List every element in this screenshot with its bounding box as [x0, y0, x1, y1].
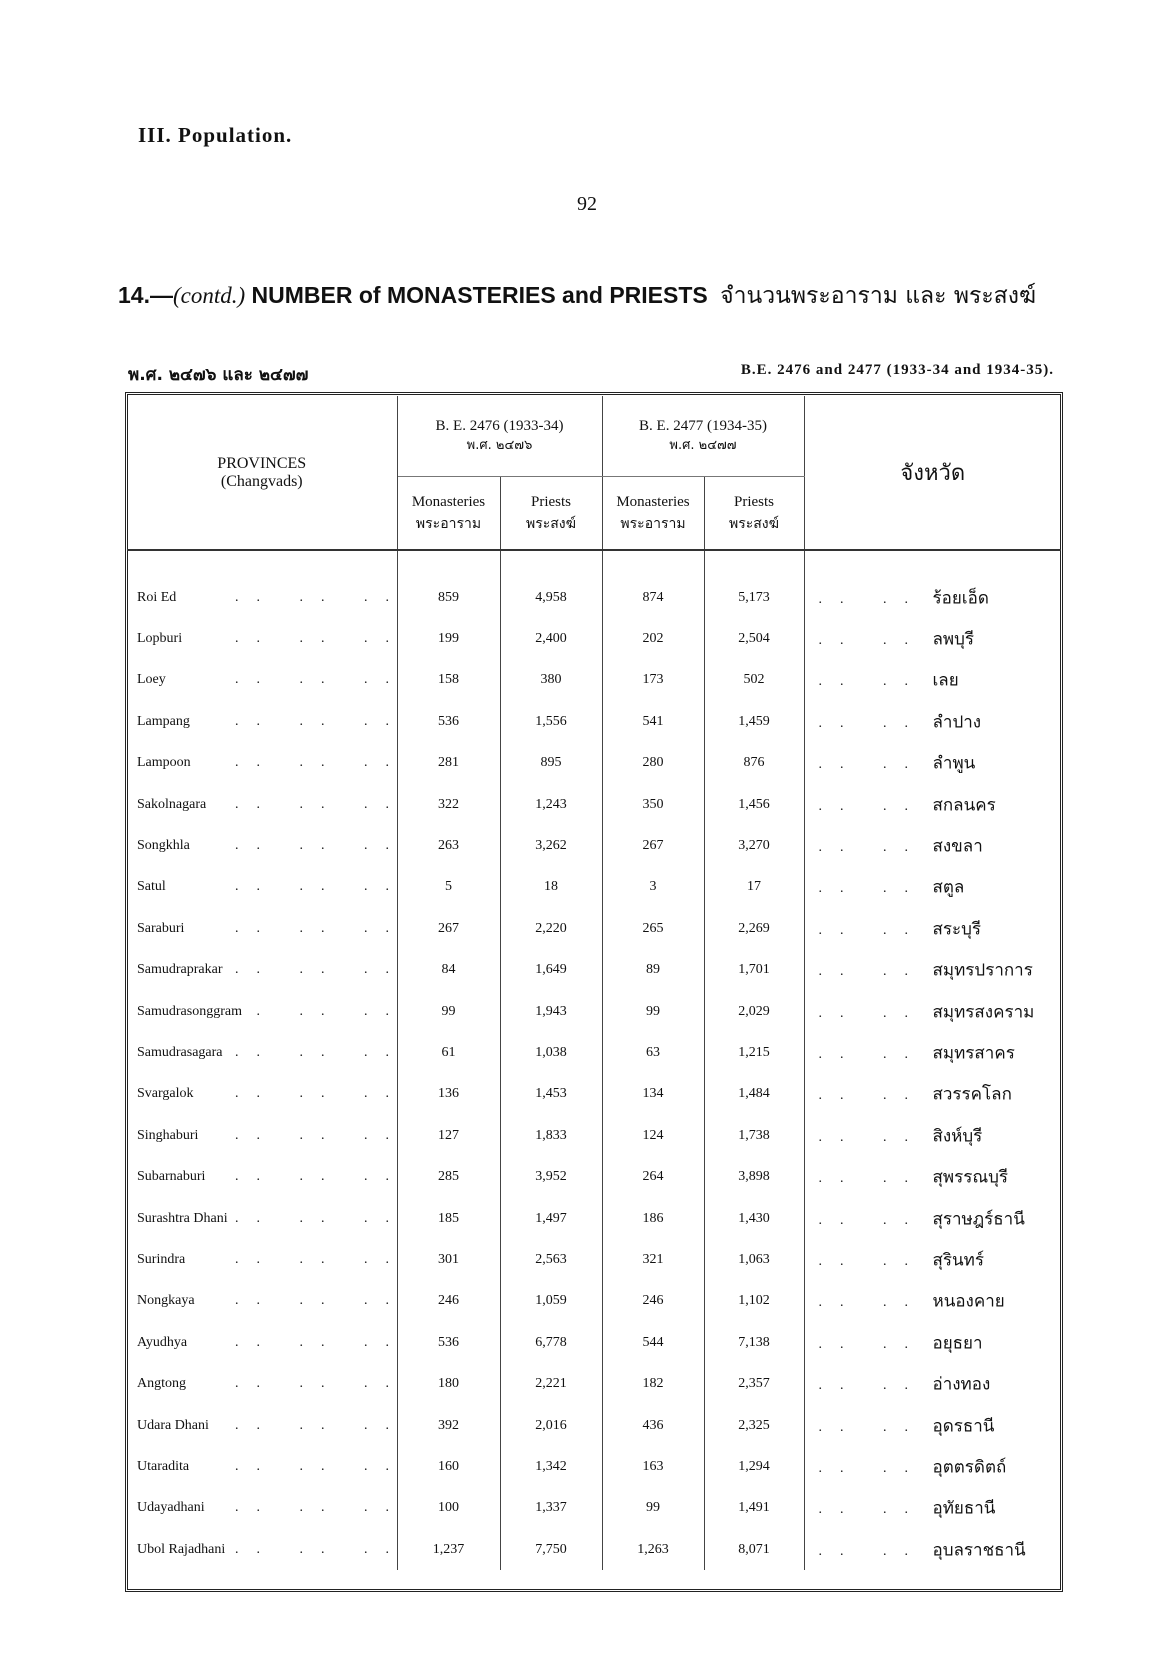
monasteries-1933-cell: 180 — [397, 1363, 500, 1404]
table-row — [127, 1239, 1061, 1280]
priests-thai-label: พระสงฆ์ — [525, 516, 577, 532]
monasteries-1933-cell: 267 — [397, 908, 500, 949]
thai-province-name: สมุทรปราการ — [932, 960, 1033, 981]
thai-province-name: สุพรรณบุรี — [932, 1167, 1009, 1188]
province-cell — [127, 1446, 407, 1487]
monasteries-1934-cell: 99 — [602, 991, 704, 1032]
thai-province-name: สมุทรสาคร — [932, 1043, 1015, 1064]
province-name: Utaradita — [137, 1458, 190, 1474]
table-body — [127, 550, 1061, 1570]
table-row — [127, 950, 1061, 991]
province-name: Ayudhya — [137, 1334, 188, 1350]
priests-1934-cell: 2,504 — [704, 618, 804, 659]
table-row — [127, 1156, 1061, 1197]
leader-dots: .. .. — [818, 881, 926, 897]
thai-province-cell — [804, 991, 1061, 1032]
thai-province-name: ลำปาง — [932, 712, 982, 733]
province-name: Samudrasonggram — [137, 1003, 242, 1019]
monasteries-1933-cell: 392 — [397, 1405, 500, 1446]
priests-1933-cell: 380 — [500, 660, 602, 701]
province-cell — [127, 1115, 407, 1156]
province-cell — [127, 618, 407, 659]
priests-1933-cell: 895 — [500, 743, 602, 784]
leader-dots: .. .. — [818, 1460, 926, 1476]
thai-province-name: ลพบุรี — [932, 629, 975, 650]
priests-1933-cell: 3,262 — [500, 825, 602, 866]
leader-dots: .. .. .. — [235, 1334, 407, 1350]
province-cell — [127, 1239, 407, 1280]
province-cell — [127, 908, 407, 949]
thai-province-cell — [804, 550, 1061, 618]
table-row — [127, 1115, 1061, 1156]
leader-dots: .. .. .. — [235, 1376, 407, 1392]
leader-dots: .. .. .. — [235, 962, 407, 978]
leader-dots: .. .. .. — [235, 1251, 407, 1267]
province-name: Subarnaburi — [137, 1169, 206, 1185]
priests-1933-cell: 6,778 — [500, 1322, 602, 1363]
province-name: Udara Dhani — [137, 1417, 209, 1433]
province-name: Nongkaya — [137, 1293, 195, 1309]
priests-thai-label: พระสงฆ์ — [728, 516, 780, 532]
province-name: Lopburi — [137, 631, 183, 647]
priests-1933-cell: 1,059 — [500, 1281, 602, 1322]
thai-province-cell — [804, 1115, 1061, 1156]
priests-1934-cell: 3,270 — [704, 825, 804, 866]
thai-province-cell — [804, 1322, 1061, 1363]
province-cell — [127, 550, 407, 618]
monasteries-1934-cell: 544 — [602, 1322, 704, 1363]
thai-province-name: ร้อยเอ็ด — [932, 588, 989, 609]
province-cell — [127, 950, 407, 991]
priests-1933-cell: 1,556 — [500, 701, 602, 742]
thai-province-cell — [804, 1363, 1061, 1404]
year1-header — [397, 396, 602, 477]
table-row — [127, 867, 1061, 908]
leader-dots: .. .. — [818, 1253, 926, 1269]
province-name: Surashtra Dhani — [137, 1210, 228, 1226]
thai-province-cell — [804, 1405, 1061, 1446]
leader-dots: .. .. .. — [235, 879, 407, 895]
province-cell — [127, 1322, 407, 1363]
monasteries-1933-cell: 536 — [397, 701, 500, 742]
thai-province-cell — [804, 618, 1061, 659]
priests-1934-cell: 17 — [704, 867, 804, 908]
thai-province-cell — [804, 1032, 1061, 1073]
priests-label: Priests — [733, 494, 774, 510]
monasteries-label: Monasteries — [411, 494, 486, 510]
monasteries-1933-cell: 285 — [397, 1156, 500, 1197]
province-name: Singhaburi — [137, 1127, 199, 1143]
thai-province-cell — [804, 1488, 1061, 1529]
monasteries-1934-cell: 280 — [602, 743, 704, 784]
province-cell — [127, 1281, 407, 1322]
table-row — [127, 743, 1061, 784]
priests-1933-cell: 1,337 — [500, 1488, 602, 1529]
monasteries-1933-cell: 1,237 — [397, 1529, 500, 1570]
monasteries-label: Monasteries — [616, 494, 690, 510]
table-row — [127, 1363, 1061, 1404]
province-name: Surindra — [137, 1251, 186, 1267]
leader-dots: .. .. — [818, 591, 926, 607]
priests-1934-cell: 1,484 — [704, 1074, 804, 1115]
title-contd: (contd.) — [172, 283, 246, 308]
thai-province-name: อุดรธานี — [932, 1416, 995, 1436]
leader-dots: .. .. — [818, 1295, 926, 1311]
monasteries-thai-label: พระอาราม — [415, 516, 482, 532]
priests-1933-cell: 2,220 — [500, 908, 602, 949]
monasteries-1933-cell: 84 — [397, 950, 500, 991]
priests-1934-cell: 1,701 — [704, 950, 804, 991]
priests-1933-cell: 1,342 — [500, 1446, 602, 1487]
thai-province-name: อ่างทอง — [932, 1374, 991, 1395]
priests-1934-cell: 2,029 — [704, 991, 804, 1032]
monasteries-1933-cell: 99 — [397, 991, 500, 1032]
thai-province-name: ลำพูน — [932, 753, 976, 774]
leader-dots: .. .. .. — [235, 1003, 407, 1019]
leader-dots: .. .. — [818, 1129, 926, 1145]
priests-1933-cell: 1,497 — [500, 1198, 602, 1239]
province-cell — [127, 825, 407, 866]
title-prefix: 14.— — [118, 282, 173, 308]
priests-1934-cell: 3,898 — [704, 1156, 804, 1197]
province-cell — [127, 743, 407, 784]
monasteries-1934-cell: 163 — [602, 1446, 704, 1487]
province-cell — [127, 784, 407, 825]
monasteries-1934-cell: 541 — [602, 701, 704, 742]
monasteries-1934-cell: 350 — [602, 784, 704, 825]
leader-dots: .. .. .. — [235, 920, 407, 936]
table-row — [127, 825, 1061, 866]
leader-dots: .. .. .. — [235, 755, 407, 771]
year2-header — [602, 396, 804, 477]
leader-dots: .. .. — [818, 633, 926, 649]
province-cell — [127, 991, 407, 1032]
thai-province-name: เลย — [932, 670, 959, 691]
priests-1934-cell: 2,269 — [704, 908, 804, 949]
thai-province-cell — [804, 1198, 1061, 1239]
monasteries-1934-cell: 186 — [602, 1198, 704, 1239]
years-english: B.E. 2476 and 2477 (1933-34 and 1934-35). — [740, 362, 1054, 378]
leader-dots: .. .. .. — [235, 1417, 407, 1433]
monasteries-1933-cell: 127 — [397, 1115, 500, 1156]
province-name: Ubol Rajadhani — [137, 1541, 226, 1557]
priests-1933-cell: 4,958 — [500, 550, 602, 618]
provinces-sublabel: (Changvads) — [220, 472, 303, 490]
leader-dots: .. .. .. — [235, 1086, 407, 1102]
year1-thai-label: พ.ศ. ๒๔๗๖ — [466, 438, 533, 453]
priests-1933-cell: 2,563 — [500, 1239, 602, 1280]
province-name: Satul — [137, 879, 166, 895]
priests-1934-cell: 7,138 — [704, 1322, 804, 1363]
monasteries-1933-cell: 136 — [397, 1074, 500, 1115]
province-cell — [127, 701, 407, 742]
monasteries-1934-cell: 63 — [602, 1032, 704, 1073]
thai-province-name: สิงห์บุรี — [932, 1126, 983, 1147]
monasteries-1933-cell: 322 — [397, 784, 500, 825]
leader-dots: .. .. — [818, 1502, 926, 1518]
priests-1934-cell: 2,357 — [704, 1363, 804, 1404]
priests-1934-cell: 1,102 — [704, 1281, 804, 1322]
monasteries-thai-label: พระอาราม — [620, 516, 686, 532]
province-name: Saraburi — [137, 920, 185, 936]
provinces-label: PROVINCES — [217, 454, 307, 472]
year2-label: B. E. 2477 (1934-35) — [639, 418, 767, 434]
table-row — [127, 1529, 1061, 1570]
monasteries-table — [127, 396, 1061, 1570]
thai-province-cell — [804, 784, 1061, 825]
page-number: 92 — [577, 193, 597, 215]
province-name: Samudrasagara — [137, 1044, 223, 1060]
monasteries-1934-cell: 874 — [602, 550, 704, 618]
monasteries-1933-cell: 185 — [397, 1198, 500, 1239]
table-row — [127, 660, 1061, 701]
table-row — [127, 1198, 1061, 1239]
priests-1933-cell: 3,952 — [500, 1156, 602, 1197]
monasteries-1934-cell: 182 — [602, 1363, 704, 1404]
thai-province-cell — [804, 660, 1061, 701]
thai-province-cell — [804, 908, 1061, 949]
leader-dots: .. .. — [818, 674, 926, 690]
leader-dots: .. .. .. — [235, 589, 407, 605]
province-name: Sakolnagara — [137, 796, 207, 812]
priests-header-1 — [500, 477, 602, 551]
province-name: Angtong — [137, 1376, 186, 1392]
thai-province-cell — [804, 1156, 1061, 1197]
years-thai: พ.ศ. ๒๔๗๖ และ ๒๔๗๗ — [128, 365, 309, 385]
priests-1934-cell: 1,491 — [704, 1488, 804, 1529]
monasteries-1933-cell: 100 — [397, 1488, 500, 1529]
table-row — [127, 1074, 1061, 1115]
leader-dots: .. .. .. — [235, 1541, 407, 1557]
thai-province-name: อุตตรดิตถ์ — [932, 1457, 1007, 1478]
thai-province-name: สงขลา — [932, 836, 983, 857]
province-cell — [127, 1529, 407, 1570]
section-title: III. Population. — [138, 123, 293, 147]
monasteries-1933-cell: 160 — [397, 1446, 500, 1487]
province-cell — [127, 1488, 407, 1529]
monasteries-1934-cell: 321 — [602, 1239, 704, 1280]
leader-dots: .. .. .. — [235, 713, 407, 729]
leader-dots: .. .. .. — [235, 796, 407, 812]
priests-1934-cell: 1,459 — [704, 701, 804, 742]
monasteries-1933-cell: 281 — [397, 743, 500, 784]
monasteries-1934-cell: 264 — [602, 1156, 704, 1197]
priests-1934-cell: 1,738 — [704, 1115, 804, 1156]
province-cell — [127, 660, 407, 701]
monasteries-1933-cell: 246 — [397, 1281, 500, 1322]
priests-1933-cell: 18 — [500, 867, 602, 908]
thai-province-name: สุรินทร์ — [932, 1250, 984, 1271]
monasteries-1934-cell: 246 — [602, 1281, 704, 1322]
leader-dots: .. .. .. — [235, 672, 407, 688]
priests-1934-cell: 2,325 — [704, 1405, 804, 1446]
priests-1934-cell: 5,173 — [704, 550, 804, 618]
thai-province-name: สระบุรี — [932, 919, 982, 940]
priests-label: Priests — [530, 494, 571, 510]
thai-province-name: หนองคาย — [932, 1291, 1005, 1312]
thai-province-name: อุบลราชธานี — [932, 1540, 1026, 1561]
monasteries-1933-cell: 859 — [397, 550, 500, 618]
thai-province-name: สมุทรสงคราม — [932, 1002, 1035, 1023]
monasteries-1934-cell: 173 — [602, 660, 704, 701]
provinces-header — [127, 396, 397, 550]
leader-dots: .. .. — [818, 840, 926, 856]
monasteries-1933-cell: 199 — [397, 618, 500, 659]
priests-1934-cell: 502 — [704, 660, 804, 701]
thai-province-cell — [804, 950, 1061, 991]
priests-1933-cell: 2,221 — [500, 1363, 602, 1404]
monasteries-header-2 — [602, 477, 704, 551]
province-name: Loey — [137, 672, 166, 688]
table-row — [127, 1446, 1061, 1487]
table-row — [127, 701, 1061, 742]
monasteries-1934-cell: 134 — [602, 1074, 704, 1115]
monasteries-1934-cell: 89 — [602, 950, 704, 991]
leader-dots: .. .. — [818, 1419, 926, 1435]
priests-1933-cell: 1,038 — [500, 1032, 602, 1073]
priests-1933-cell: 2,016 — [500, 1405, 602, 1446]
year1-label: B. E. 2476 (1933-34) — [435, 418, 564, 434]
monasteries-1933-cell: 61 — [397, 1032, 500, 1073]
monasteries-1933-cell: 301 — [397, 1239, 500, 1280]
leader-dots: .. .. .. — [235, 838, 407, 854]
title-thai: จำนวนพระอาราม และ พระสงฆ์ — [720, 283, 1037, 309]
leader-dots: .. .. — [818, 1378, 926, 1394]
priests-1933-cell: 1,243 — [500, 784, 602, 825]
province-cell — [127, 1074, 407, 1115]
monasteries-1934-cell: 265 — [602, 908, 704, 949]
province-name: Udayadhani — [137, 1500, 205, 1516]
table-row — [127, 1488, 1061, 1529]
leader-dots: .. .. .. — [235, 1293, 407, 1309]
priests-1934-cell: 876 — [704, 743, 804, 784]
monasteries-1934-cell: 124 — [602, 1115, 704, 1156]
thai-province-cell — [804, 743, 1061, 784]
leader-dots: .. .. — [818, 1212, 926, 1228]
leader-dots: .. .. — [818, 1005, 926, 1021]
table-row — [127, 784, 1061, 825]
monasteries-1934-cell: 1,263 — [602, 1529, 704, 1570]
priests-1934-cell: 1,294 — [704, 1446, 804, 1487]
table-row — [127, 550, 1061, 618]
thai-province-cell — [804, 1529, 1061, 1570]
leader-dots: .. .. .. — [235, 631, 407, 647]
monasteries-1934-cell: 436 — [602, 1405, 704, 1446]
leader-dots: .. .. — [818, 1046, 926, 1062]
monasteries-1933-cell: 158 — [397, 660, 500, 701]
leader-dots: .. .. — [818, 715, 926, 731]
thai-province-cell — [804, 1281, 1061, 1322]
table-row — [127, 1322, 1061, 1363]
priests-1934-cell: 1,215 — [704, 1032, 804, 1073]
province-cell — [127, 867, 407, 908]
thai-province-name: สุราษฎร์ธานี — [932, 1209, 1025, 1230]
province-cell — [127, 1198, 407, 1239]
table-title — [118, 278, 1036, 314]
province-cell — [127, 1363, 407, 1404]
thai-province-cell — [804, 701, 1061, 742]
priests-1933-cell: 1,943 — [500, 991, 602, 1032]
title-english: NUMBER of MONASTERIES and PRIESTS — [251, 282, 708, 308]
thai-province-header: จังหวัด — [804, 396, 1061, 550]
province-name: Lampang — [137, 713, 190, 729]
thai-province-name: สกลนคร — [932, 795, 996, 816]
province-cell — [127, 1032, 407, 1073]
province-name: Roi Ed — [137, 589, 177, 605]
monasteries-1933-cell: 536 — [397, 1322, 500, 1363]
table-row — [127, 1405, 1061, 1446]
thai-province-name: สตูล — [932, 877, 965, 898]
province-name: Svargalok — [137, 1086, 194, 1102]
thai-province-cell — [804, 1074, 1061, 1115]
table-row — [127, 991, 1061, 1032]
priests-1933-cell: 1,649 — [500, 950, 602, 991]
priests-1934-cell: 1,456 — [704, 784, 804, 825]
priests-1934-cell: 1,430 — [704, 1198, 804, 1239]
priests-1933-cell: 1,833 — [500, 1115, 602, 1156]
table-row — [127, 1032, 1061, 1073]
leader-dots: .. .. — [818, 964, 926, 980]
thai-province-cell — [804, 867, 1061, 908]
table-row — [127, 908, 1061, 949]
table-row — [127, 1281, 1061, 1322]
leader-dots: .. .. — [818, 1088, 926, 1104]
leader-dots: .. .. .. — [235, 1458, 407, 1474]
leader-dots: .. .. .. — [235, 1500, 407, 1516]
thai-province-name: อุทัยธานี — [932, 1498, 996, 1519]
leader-dots: .. .. — [818, 757, 926, 773]
priests-1934-cell: 8,071 — [704, 1529, 804, 1570]
table-row — [127, 618, 1061, 659]
monasteries-1933-cell: 263 — [397, 825, 500, 866]
monasteries-1934-cell: 202 — [602, 618, 704, 659]
priests-1933-cell: 1,453 — [500, 1074, 602, 1115]
leader-dots: .. .. .. — [235, 1210, 407, 1226]
leader-dots: .. .. .. — [235, 1169, 407, 1185]
thai-province-cell — [804, 1446, 1061, 1487]
leader-dots: .. .. .. — [235, 1127, 407, 1143]
leader-dots: .. .. .. — [235, 1044, 407, 1060]
province-name: Songkhla — [137, 838, 190, 854]
monasteries-1934-cell: 3 — [602, 867, 704, 908]
thai-province-cell — [804, 825, 1061, 866]
year2-thai-label: พ.ศ. ๒๔๗๗ — [669, 438, 737, 453]
leader-dots: .. .. — [818, 1171, 926, 1187]
leader-dots: .. .. — [818, 1336, 926, 1352]
leader-dots: .. .. — [818, 798, 926, 814]
leader-dots: .. .. — [818, 922, 926, 938]
province-name: Samudraprakar — [137, 962, 223, 978]
priests-1933-cell: 2,400 — [500, 618, 602, 659]
monasteries-1933-cell: 5 — [397, 867, 500, 908]
province-cell — [127, 1156, 407, 1197]
monasteries-1934-cell: 267 — [602, 825, 704, 866]
province-name: Lampoon — [137, 755, 191, 771]
priests-header-2 — [704, 477, 804, 551]
leader-dots: .. .. — [818, 1543, 926, 1559]
province-cell — [127, 1405, 407, 1446]
thai-province-name: อยุธยา — [932, 1333, 983, 1354]
thai-province-name: สวรรคโลก — [932, 1084, 1012, 1105]
thai-province-cell — [804, 1239, 1061, 1280]
priests-1934-cell: 1,063 — [704, 1239, 804, 1280]
priests-1933-cell: 7,750 — [500, 1529, 602, 1570]
monasteries-1934-cell: 99 — [602, 1488, 704, 1529]
monasteries-header-1 — [397, 477, 500, 551]
